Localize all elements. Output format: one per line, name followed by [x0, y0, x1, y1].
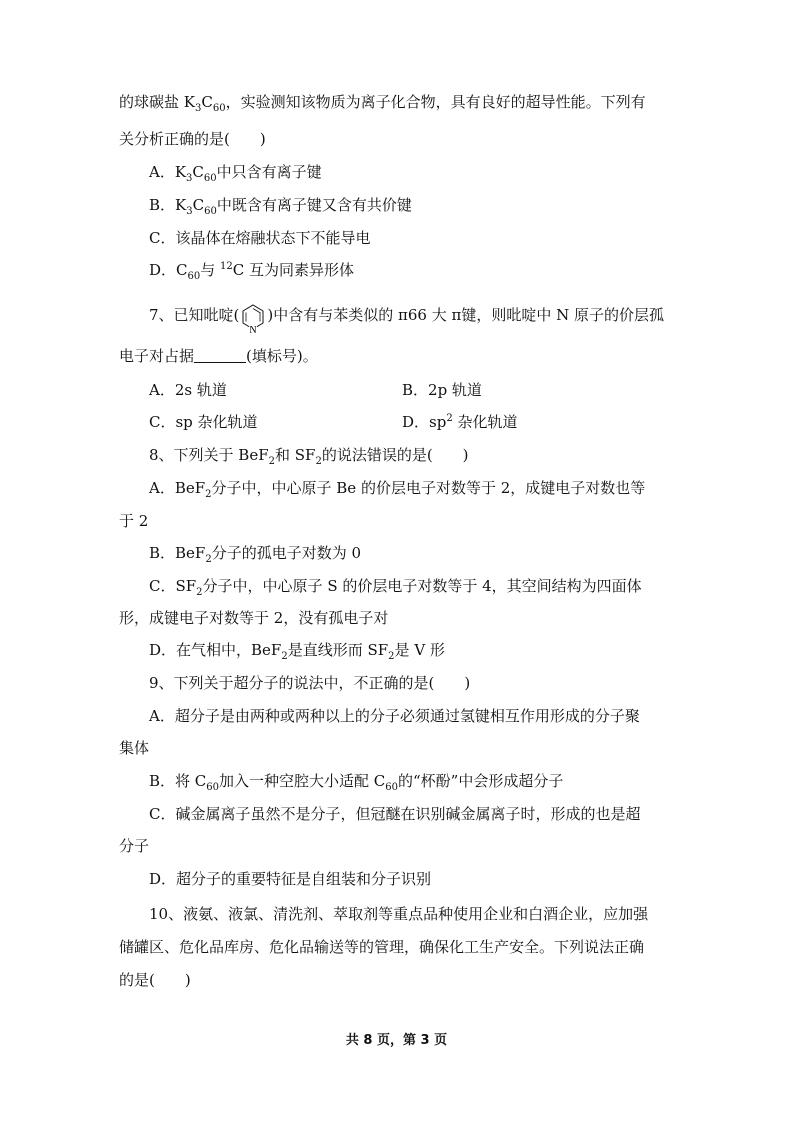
q7-option-b: B．2p 轨道: [402, 381, 482, 399]
q6-option-c: C．该晶体在熔融状态下不能导电: [149, 229, 371, 247]
pyridine-structure-icon: [239, 302, 267, 334]
q8-stem: 8、下列关于 BeF$_2$和 $SF_2$的说法错误的是( ): [149, 446, 469, 467]
q6-stem-line1: 的球碳盐 $K_3C_{60}$，实验测知该物质为离子化合物，具有良好的超导性能。下列有: [119, 93, 646, 114]
q9-option-a-line2: 集体: [119, 739, 150, 757]
q8-option-a-line2: 于 2: [119, 512, 149, 530]
q10-stem-line3: 的是( ): [119, 971, 191, 989]
q9-option-b: B．将 $C_{60}$加入一种空腔大小适配 $C_{60}$的“杯酚”中会形成超分子: [149, 772, 564, 793]
answer-blank: [194, 346, 246, 363]
q6-option-d: D．$C_{60}$与 $^{12}$C 互为同素异形体: [149, 261, 355, 282]
q8-option-c: C．$SF_2$分子中，中心原子 S 的价层电子对数等于 4，其空间结构为四面体: [149, 577, 642, 598]
q9-stem: 9、下列关于超分子的说法中，不正确的是( ): [149, 674, 471, 692]
page-footer: 共 8 页，第 3 页: [345, 1033, 448, 1048]
q8-option-b: B．BeF$_2$分子的孤电子对数为 0: [149, 544, 362, 565]
q7-stem-line2: 电子对占据 (填标号)。: [119, 347, 318, 365]
q9-option-a: A．超分子是由两种或两种以上的分子必须通过氢键相互作用形成的分子聚: [149, 707, 640, 725]
q8-option-c-line2: 形，成键电子对数等于 2，没有孤电子对: [119, 609, 389, 627]
q6-option-a: A．$K_3C_{60}$中只含有离子键: [149, 163, 322, 184]
pyridine-n-label: N: [249, 325, 258, 334]
q8-option-d: D．在气相中，BeF$_2$是直线形而 $SF_2$是 V 形: [149, 641, 445, 662]
q10-stem-line1: 10、液氨、液氯、清洗剂、萃取剂等重点品种使用企业和白酒企业，应加强: [149, 905, 649, 923]
q7-option-a: A．2s 轨道: [149, 381, 227, 399]
q10-stem-line2: 储罐区、危化品库房、危化品输送等的管理，确保化工生产安全。下列说法正确: [119, 938, 645, 956]
q7-stem-line1: 7、已知吡啶( N )中含有与苯类似的 π66 大 π键，则吡啶中 N 原子的价层孤: [149, 302, 664, 334]
q6-option-b: B．$K_3C_{60}$中既含有离子键又含有共价键: [149, 196, 412, 217]
q9-option-d: D．超分子的重要特征是自组装和分子识别: [149, 870, 432, 888]
q9-option-c-line2: 分子: [119, 837, 150, 855]
q8-option-a: A．BeF$_2$分子中，中心原子 Be 的价层电子对数等于 2，成键电子对数也等: [149, 479, 646, 500]
q9-option-c: C．碱金属离子虽然不是分子，但冠醚在识别碱金属离子时，形成的也是超: [149, 805, 641, 823]
q6-stem-line2: 关分析正确的是( ): [119, 130, 266, 148]
q7-option-d: D．$sp^2$ 杂化轨道: [402, 413, 518, 431]
q7-option-c: C．sp 杂化轨道: [149, 413, 258, 431]
